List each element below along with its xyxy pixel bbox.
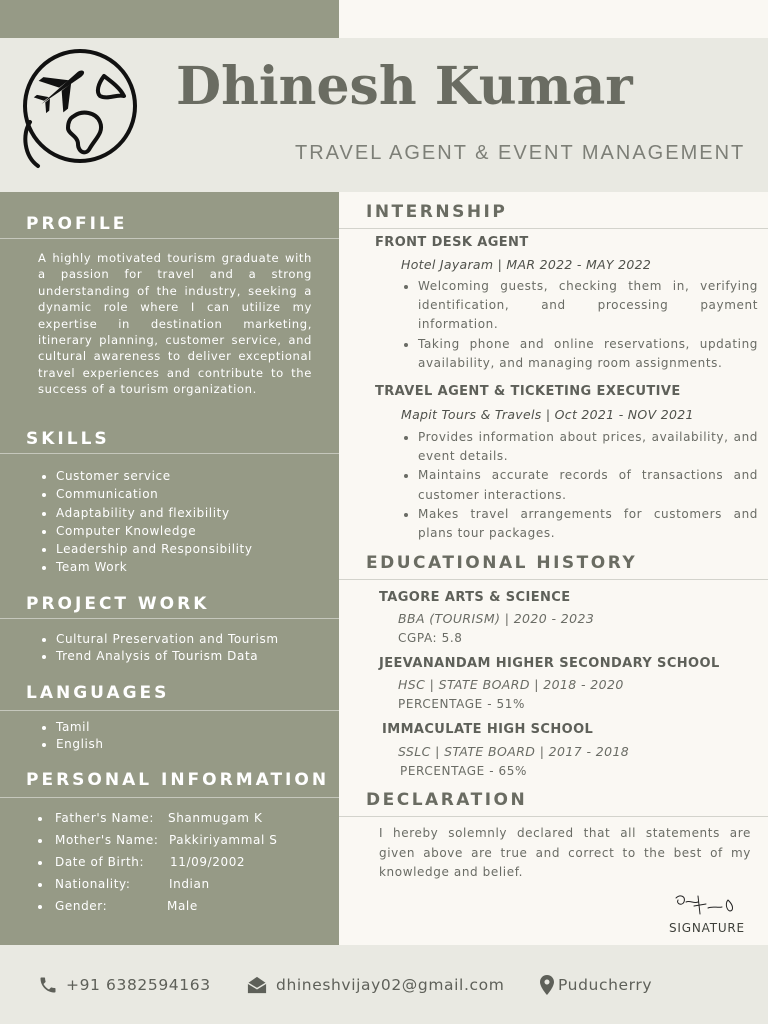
declaration-divider: [339, 816, 768, 817]
declaration-text: I hereby solemnly declared that all statements are given above are true and correct to the best of my knowledge and belief.: [379, 826, 751, 879]
envelope-icon: [246, 975, 268, 995]
grade-score: PERCENTAGE - 51%: [398, 697, 526, 711]
profile-heading: PROFILE: [26, 214, 128, 234]
project-item: • Trend Analysis of Tourism Data: [56, 648, 279, 665]
email-address: dhineshvijay02@gmail.com: [276, 976, 505, 994]
personal-info-value: Male: [167, 899, 198, 913]
job-duties-list: [400, 277, 758, 373]
personal-info-value: Shanmugam K: [168, 811, 263, 825]
personal-info-value: 11/09/2002: [170, 855, 246, 869]
job-title: FRONT DESK AGENT: [375, 235, 529, 250]
skills-list: [38, 467, 253, 577]
degree-meta: BBA (TOURISM) | 2020 - 2023: [398, 611, 595, 626]
phone-number: +91 6382594163: [66, 976, 211, 994]
top-left-band: [0, 0, 339, 38]
internship-divider: [339, 228, 768, 229]
personal-info-label: Father's Name:: [55, 811, 154, 825]
job-meta: Hotel Jayaram | MAR 2022 - MAY 2022: [401, 257, 652, 272]
skill-item: • Adaptability and flexibility: [56, 504, 253, 522]
languages-divider: [0, 710, 339, 711]
location-contact: [540, 975, 652, 995]
degree-meta: HSC | STATE BOARD | 2018 - 2020: [398, 677, 624, 692]
grade-score: CGPA: 5.8: [398, 631, 463, 645]
signature-label: SIGNATURE: [669, 921, 745, 935]
language-item: • Tamil: [56, 719, 104, 736]
language-item: • English: [56, 736, 104, 753]
job-duty: • Taking phone and online reservations, updating availability, and managing room assignments.: [418, 335, 758, 373]
profile-text: A highly motivated tourism graduate with a passion for travel and a strong understanding of the industry, seeking a dynamic role where I can utilize my expertise in destination marketing, itinerary planning, customer service, and cultural awareness to deliver exceptional travel experiences and contribute to the success of a tourism organization.: [38, 251, 312, 397]
phone-icon: [38, 975, 58, 995]
project-work-list: [38, 631, 279, 665]
candidate-name: Dhinesh Kumar: [176, 56, 633, 117]
school-name: IMMACULATE HIGH SCHOOL: [382, 722, 594, 737]
grade-score: PERCENTAGE - 65%: [400, 764, 528, 778]
location-text: Puducherry: [558, 976, 653, 994]
job-duty: • Provides information about prices, availability, and event details.: [418, 428, 758, 466]
phone-contact: [38, 975, 211, 995]
profile-divider: [0, 238, 339, 239]
job-duty: • Welcoming guests, checking them in, verifying identification, and processing payment information.: [418, 277, 758, 335]
school-name: TAGORE ARTS & SCIENCE: [379, 590, 571, 605]
globe-airplane-icon: [16, 48, 140, 172]
skills-heading: SKILLS: [26, 429, 110, 449]
internship-heading: INTERNSHIP: [366, 202, 508, 222]
skill-item: • Customer service: [56, 467, 253, 485]
job-title: TRAVEL AGENT & TICKETING EXECUTIVE: [375, 384, 681, 399]
education-divider: [339, 579, 768, 580]
degree-meta: SSLC | STATE BOARD | 2017 - 2018: [398, 744, 630, 759]
personal-info-label: Date of Birth:: [55, 855, 145, 869]
bullet-dot: [38, 817, 42, 821]
bullet-dot: [38, 861, 42, 865]
education-heading: EDUCATIONAL HISTORY: [366, 553, 638, 573]
languages-heading: LANGUAGES: [26, 683, 170, 703]
personal-info-label: Gender:: [55, 899, 108, 913]
email-contact: [246, 975, 504, 995]
skills-divider: [0, 453, 339, 454]
skill-item: • Computer Knowledge: [56, 522, 253, 540]
project-item: • Cultural Preservation and Tourism: [56, 631, 279, 648]
skill-item: • Leadership and Responsibility: [56, 540, 253, 558]
job-tagline: TRAVEL AGENT & EVENT MANAGEMENT: [295, 142, 746, 164]
personal-info-divider: [0, 797, 339, 798]
school-name: JEEVANANDAM HIGHER SECONDARY SCHOOL: [379, 656, 720, 671]
job-duty: • Makes travel arrangements for customers and plans tour packages.: [418, 505, 758, 543]
bullet-dot: [38, 905, 42, 909]
personal-info-value: Pakkiriyammal S: [169, 833, 278, 847]
languages-list: [38, 719, 104, 753]
job-duties-list: [400, 428, 758, 543]
personal-info-value: Indian: [169, 877, 210, 891]
declaration-heading: DECLARATION: [366, 790, 528, 810]
bullet-dot: [38, 883, 42, 887]
job-meta: Mapit Tours & Travels | Oct 2021 - NOV 2021: [401, 407, 694, 422]
map-pin-icon: [540, 975, 554, 995]
skill-item: • Communication: [56, 485, 253, 503]
skill-item: • Team Work: [56, 558, 253, 576]
personal-info-heading: PERSONAL INFORMATION: [26, 770, 330, 790]
project-work-heading: PROJECT WORK: [26, 594, 210, 614]
top-right-band: [339, 0, 768, 38]
bullet-dot: [38, 839, 42, 843]
job-duty: • Maintains accurate records of transactions and customer interactions.: [418, 466, 758, 504]
project-work-divider: [0, 618, 339, 619]
signature-scribble: [672, 890, 742, 920]
personal-info-label: Nationality:: [55, 877, 131, 891]
personal-info-label: Mother's Name:: [55, 833, 159, 847]
